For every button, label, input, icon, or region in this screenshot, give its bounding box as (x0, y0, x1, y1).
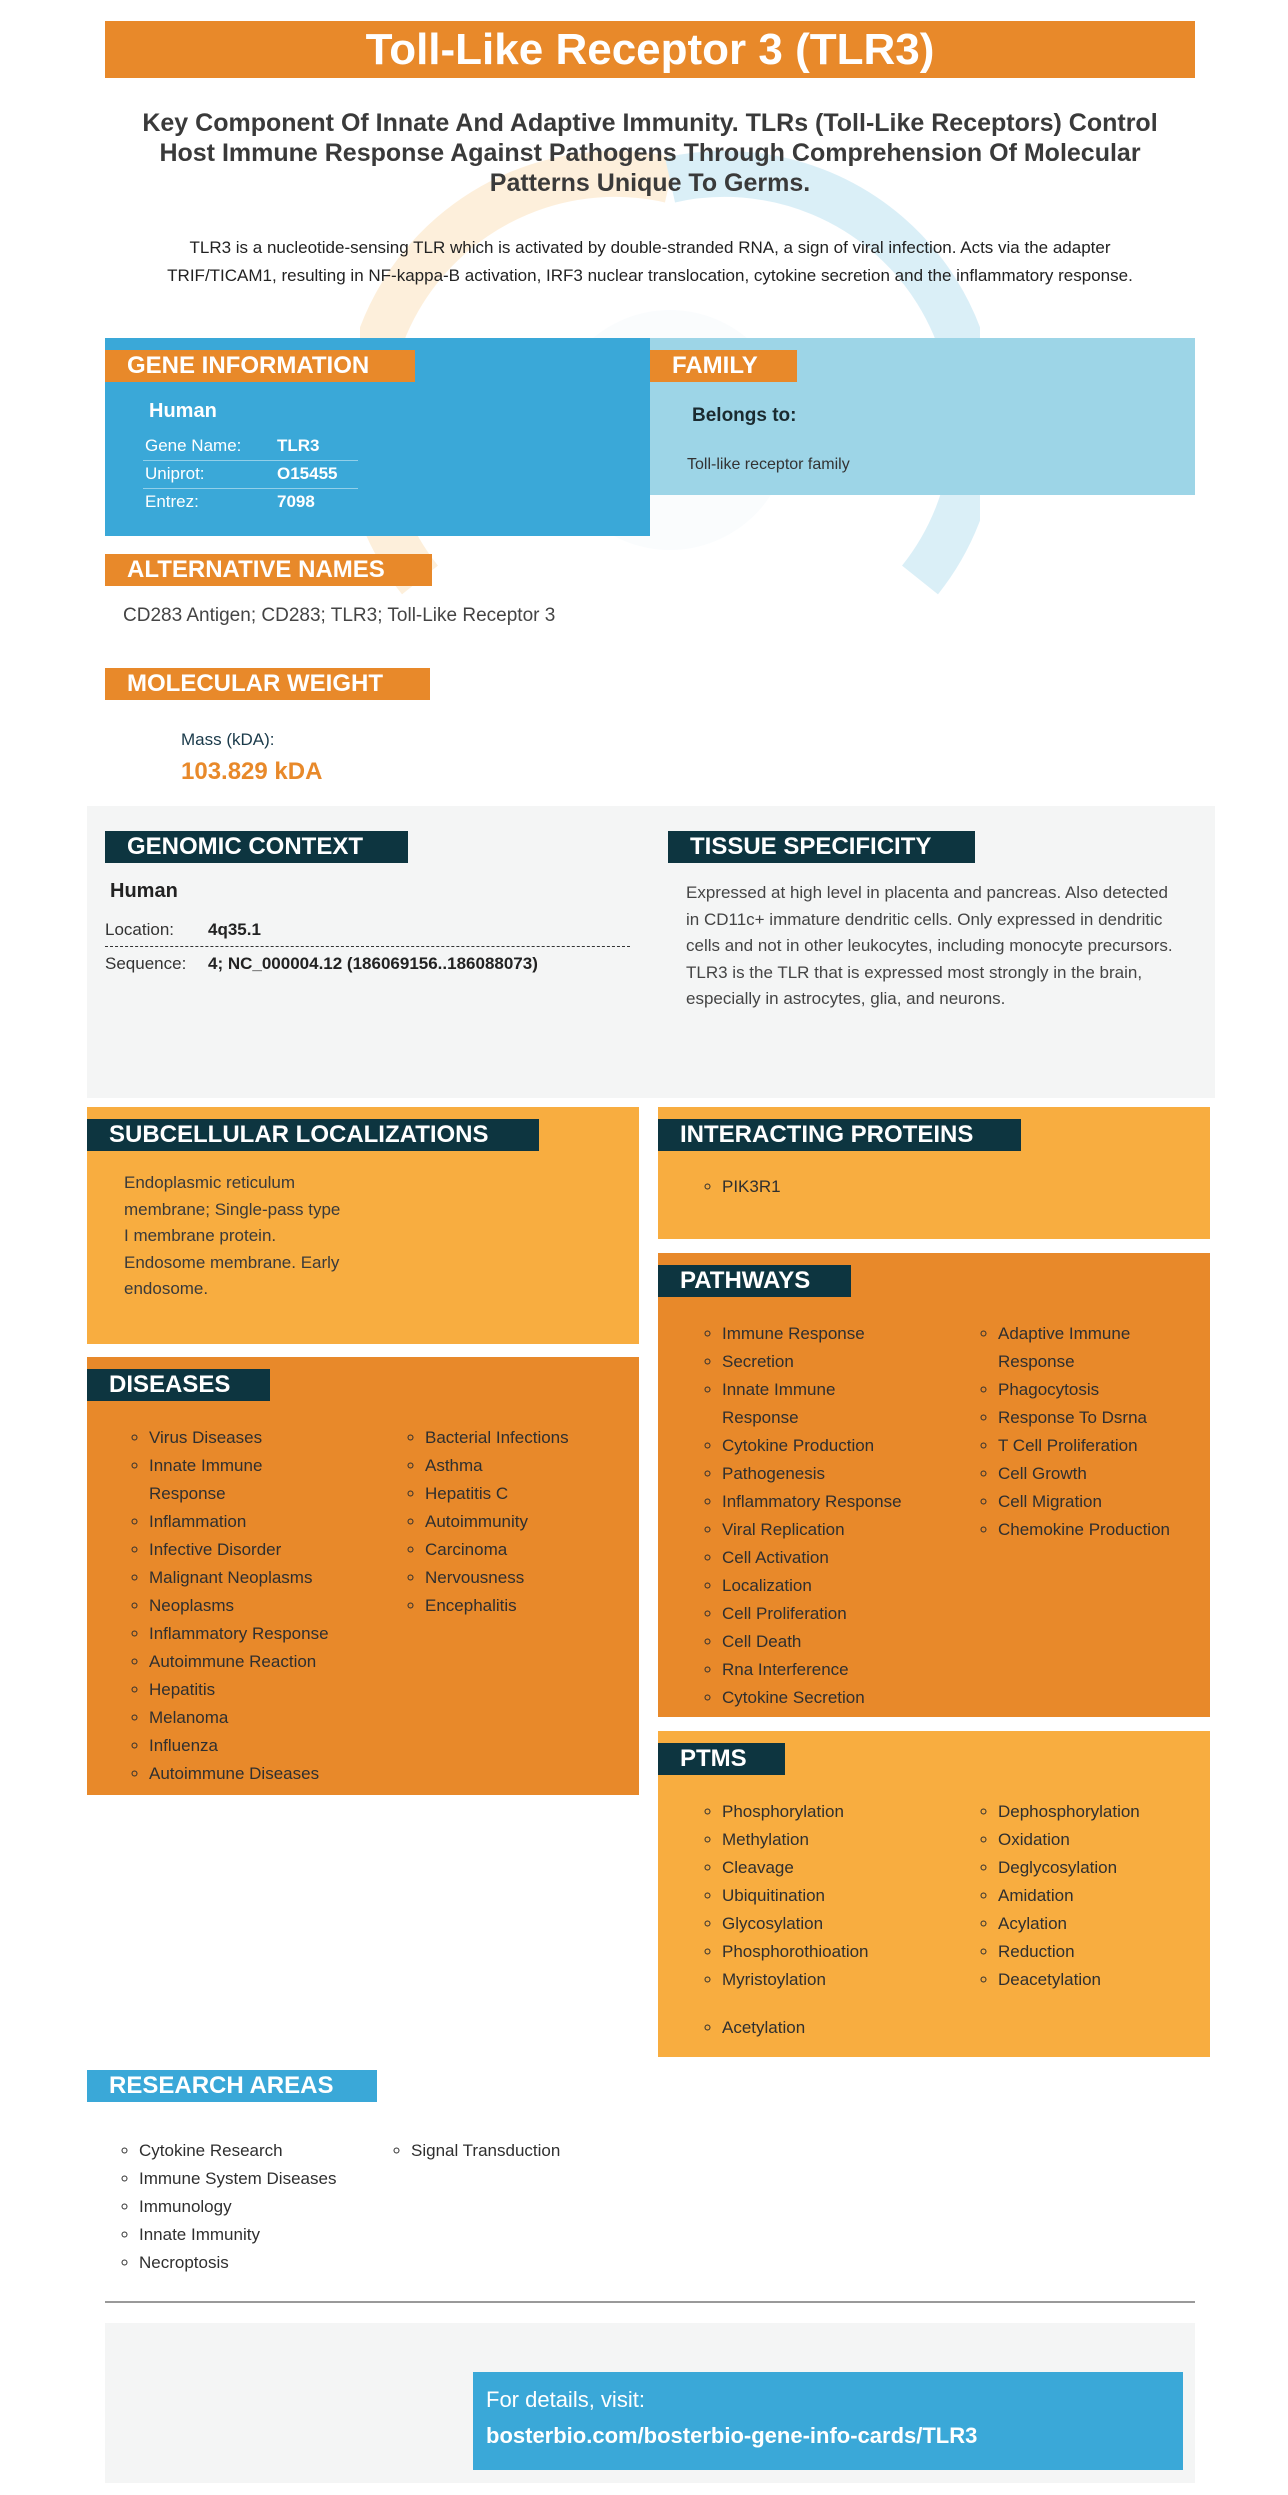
ptms-list-extra (694, 2014, 972, 2042)
subcellular-text: Endoplasmic reticulum membrane; Single-pass type I membrane protein. Endosome membrane. Early endosome. (124, 1173, 341, 1298)
list-item: ◦ Cytokine Production (722, 1432, 972, 1460)
list-item: ◦ Response To Dsrna (998, 1404, 1218, 1432)
gene-species: Human (149, 400, 217, 422)
ptms-list-col1 (694, 1798, 972, 1994)
pathways-heading: PATHWAYS (658, 1265, 851, 1297)
interacting-proteins-heading: INTERACTING PROTEINS (658, 1119, 1021, 1151)
list-item: ◦ Cell Activation (722, 1544, 972, 1572)
alternative-names-heading: ALTERNATIVE NAMES (105, 554, 432, 586)
ptms-heading: PTMS (658, 1743, 785, 1775)
list-item: ◦ Bacterial Infections (425, 1424, 655, 1452)
list-item: ◦ Cytokine Research (139, 2137, 399, 2165)
entrez-label: Entrez: (145, 492, 199, 511)
list-item: ◦ Pathogenesis (722, 1460, 972, 1488)
gene-information-heading: GENE INFORMATION (105, 350, 415, 382)
sequence-label: Sequence: (105, 954, 187, 973)
list-item: ◦ Carcinoma (425, 1536, 655, 1564)
alternative-names-value: CD283 Antigen; CD283; TLR3; Toll-Like Receptor 3 (123, 605, 556, 626)
subcellular-heading: SUBCELLULAR LOCALIZATIONS (87, 1119, 539, 1151)
genomic-location-row (105, 918, 630, 947)
list-item: ◦ Chemokine Production (998, 1516, 1218, 1544)
list-item: ◦ Cell Death (722, 1628, 972, 1656)
list-item: ◦ Malignant Neoplasms (149, 1564, 399, 1592)
diseases-list-col2 (397, 1424, 655, 1620)
list-item: ◦ Influenza (149, 1732, 399, 1760)
uniprot-value: O15455 (277, 464, 338, 483)
location-label: Location: (105, 920, 174, 939)
location-value: 4q35.1 (208, 920, 261, 939)
gene-name-value: TLR3 (277, 436, 320, 455)
list-item: ◦ Reduction (998, 1938, 1218, 1966)
gene-row-uniprot (143, 460, 358, 489)
list-item: ◦ T Cell Proliferation (998, 1432, 1218, 1460)
diseases-panel (87, 1357, 639, 1795)
list-item: ◦ Inflammation (149, 1508, 399, 1536)
list-item: ◦ Phosphorylation (722, 1798, 972, 1826)
page-title: Toll-Like Receptor 3 (TLR3) (105, 21, 1195, 78)
gene-row-entrez (143, 488, 358, 516)
subcellular-panel (87, 1107, 639, 1344)
list-item: ◦ Autoimmunity (425, 1508, 655, 1536)
list-item: ◦ Immunology (139, 2193, 399, 2221)
research-areas-heading: RESEARCH AREAS (87, 2070, 377, 2102)
tissue-specificity-heading: TISSUE SPECIFICITY (668, 831, 975, 863)
list-item: ◦ Oxidation (998, 1826, 1218, 1854)
family-belongs-label: Belongs to: (692, 405, 797, 426)
list-item: ◦ Asthma (425, 1452, 655, 1480)
list-item: ◦ Virus Diseases (149, 1424, 399, 1452)
list-item: ◦ Encephalitis (425, 1592, 655, 1620)
footer-link[interactable]: bosterbio.com/bosterbio-gene-info-cards/TLR3 (486, 2423, 978, 2448)
ptms-panel (658, 1731, 1210, 2057)
list-item: ◦ Innate Immune Response (722, 1376, 862, 1432)
list-item: ◦ Infective Disorder (149, 1536, 399, 1564)
list-item: ◦ Deacetylation (998, 1966, 1218, 1994)
list-item: ◦ Secretion (722, 1348, 972, 1376)
ptms-list-col2 (970, 1798, 1218, 1994)
pathways-list-col2 (970, 1320, 1218, 1544)
gene-name-label: Gene Name: (145, 436, 242, 455)
list-item: ◦ Autoimmune Diseases (149, 1760, 399, 1788)
list-item: ◦ Innate Immune Response (149, 1452, 289, 1508)
page-subtitle: Key Component Of Innate And Adaptive Immunity. TLRs (Toll-Like Receptors) Control Host Immune Response Against Pathogens Through Comprehension Of Molecular Patterns Unique To Germs. (142, 109, 1158, 197)
list-item: ◦ Necroptosis (139, 2249, 399, 2277)
family-panel (650, 338, 1195, 495)
list-item: ◦ Neoplasms (149, 1592, 399, 1620)
tissue-specificity-text: Expressed at high level in placenta and pancreas. Also detected in CD11c+ immature dendritic cells. Only expressed in dendritic cells and not in other leukocytes, including monocyte precursors. TLR3 is the TLR that is expressed most strongly in the brain, especially in astrocytes, glia, and neurons. (686, 883, 1173, 1008)
research-areas-list-col1 (111, 2137, 399, 2277)
list-item: ◦ Phagocytosis (998, 1376, 1218, 1404)
gene-row-name (143, 432, 358, 461)
diseases-heading: DISEASES (87, 1369, 270, 1401)
footer-link-box[interactable] (473, 2372, 1183, 2470)
list-item: ◦ Viral Replication (722, 1516, 972, 1544)
intro-description: TLR3 is a nucleotide-sensing TLR which is activated by double-stranded RNA, a sign of viral infection. Acts via the adapter TRIF/TICAM1, resulting in NF-kappa-B activation, IRF3 nuclear translocation, cytokine secretion and the inflammatory response. (167, 238, 1133, 285)
molecular-weight-heading: MOLECULAR WEIGHT (105, 668, 430, 700)
list-item: ◦ Signal Transduction (411, 2137, 651, 2165)
research-areas-list-col2 (383, 2137, 651, 2165)
list-item: ◦ Cell Proliferation (722, 1600, 972, 1628)
pathways-panel (658, 1253, 1210, 1717)
list-item: ◦ Acylation (998, 1910, 1218, 1938)
list-item: ◦ Inflammatory Response (722, 1488, 972, 1516)
diseases-list-col1 (121, 1424, 399, 1788)
mass-label: Mass (kDA): (181, 730, 275, 749)
list-item: ◦ Melanoma (149, 1704, 399, 1732)
interacting-proteins-list (694, 1173, 781, 1201)
family-heading: FAMILY (650, 350, 797, 382)
list-item: ◦ Acetylation (722, 2014, 972, 2042)
list-item: ◦ Dephosphorylation (998, 1798, 1218, 1826)
list-item: ◦ Hepatitis (149, 1676, 399, 1704)
genomic-context-heading: GENOMIC CONTEXT (105, 831, 408, 863)
footer-visit-label: For details, visit: (486, 2387, 645, 2412)
list-item: ◦ Innate Immunity (139, 2221, 399, 2249)
list-item: ◦ Cell Growth (998, 1460, 1218, 1488)
family-value: Toll-like receptor family (687, 456, 850, 473)
sequence-value: 4; NC_000004.12 (186069156..186088073) (208, 954, 538, 973)
gene-information-panel (105, 338, 650, 536)
pathways-list-col1 (694, 1320, 972, 1712)
list-item: ◦ Cytokine Secretion (722, 1684, 972, 1712)
list-item: ◦ Immune System Diseases (139, 2165, 399, 2193)
interacting-proteins-panel (658, 1107, 1210, 1239)
list-item: ◦ Nervousness (425, 1564, 655, 1592)
list-item: ◦ Hepatitis C (425, 1480, 655, 1508)
list-item: ◦ Cell Migration (998, 1488, 1218, 1516)
list-item: ◦ Localization (722, 1572, 972, 1600)
list-item: ◦ Inflammatory Response (149, 1620, 399, 1648)
list-item: ◦ Adaptive Immune Response (998, 1320, 1138, 1376)
list-item: ◦ Methylation (722, 1826, 972, 1854)
list-item: ◦ Ubiquitination (722, 1882, 972, 1910)
entrez-value: 7098 (277, 492, 315, 511)
list-item: ◦ PIK3R1 (722, 1173, 781, 1201)
uniprot-label: Uniprot: (145, 464, 205, 483)
genomic-species: Human (110, 880, 178, 902)
footer-divider (105, 2301, 1195, 2303)
list-item: ◦ Phosphorothioation (722, 1938, 972, 1966)
list-item: ◦ Deglycosylation (998, 1854, 1218, 1882)
list-item: ◦ Immune Response (722, 1320, 972, 1348)
list-item: ◦ Myristoylation (722, 1966, 972, 1994)
genomic-sequence-row (105, 954, 645, 982)
mass-value: 103.829 kDA (181, 758, 323, 785)
list-item: ◦ Autoimmune Reaction (149, 1648, 399, 1676)
list-item: ◦ Rna Interference (722, 1656, 972, 1684)
list-item: ◦ Glycosylation (722, 1910, 972, 1938)
list-item: ◦ Cleavage (722, 1854, 972, 1882)
list-item: ◦ Amidation (998, 1882, 1218, 1910)
